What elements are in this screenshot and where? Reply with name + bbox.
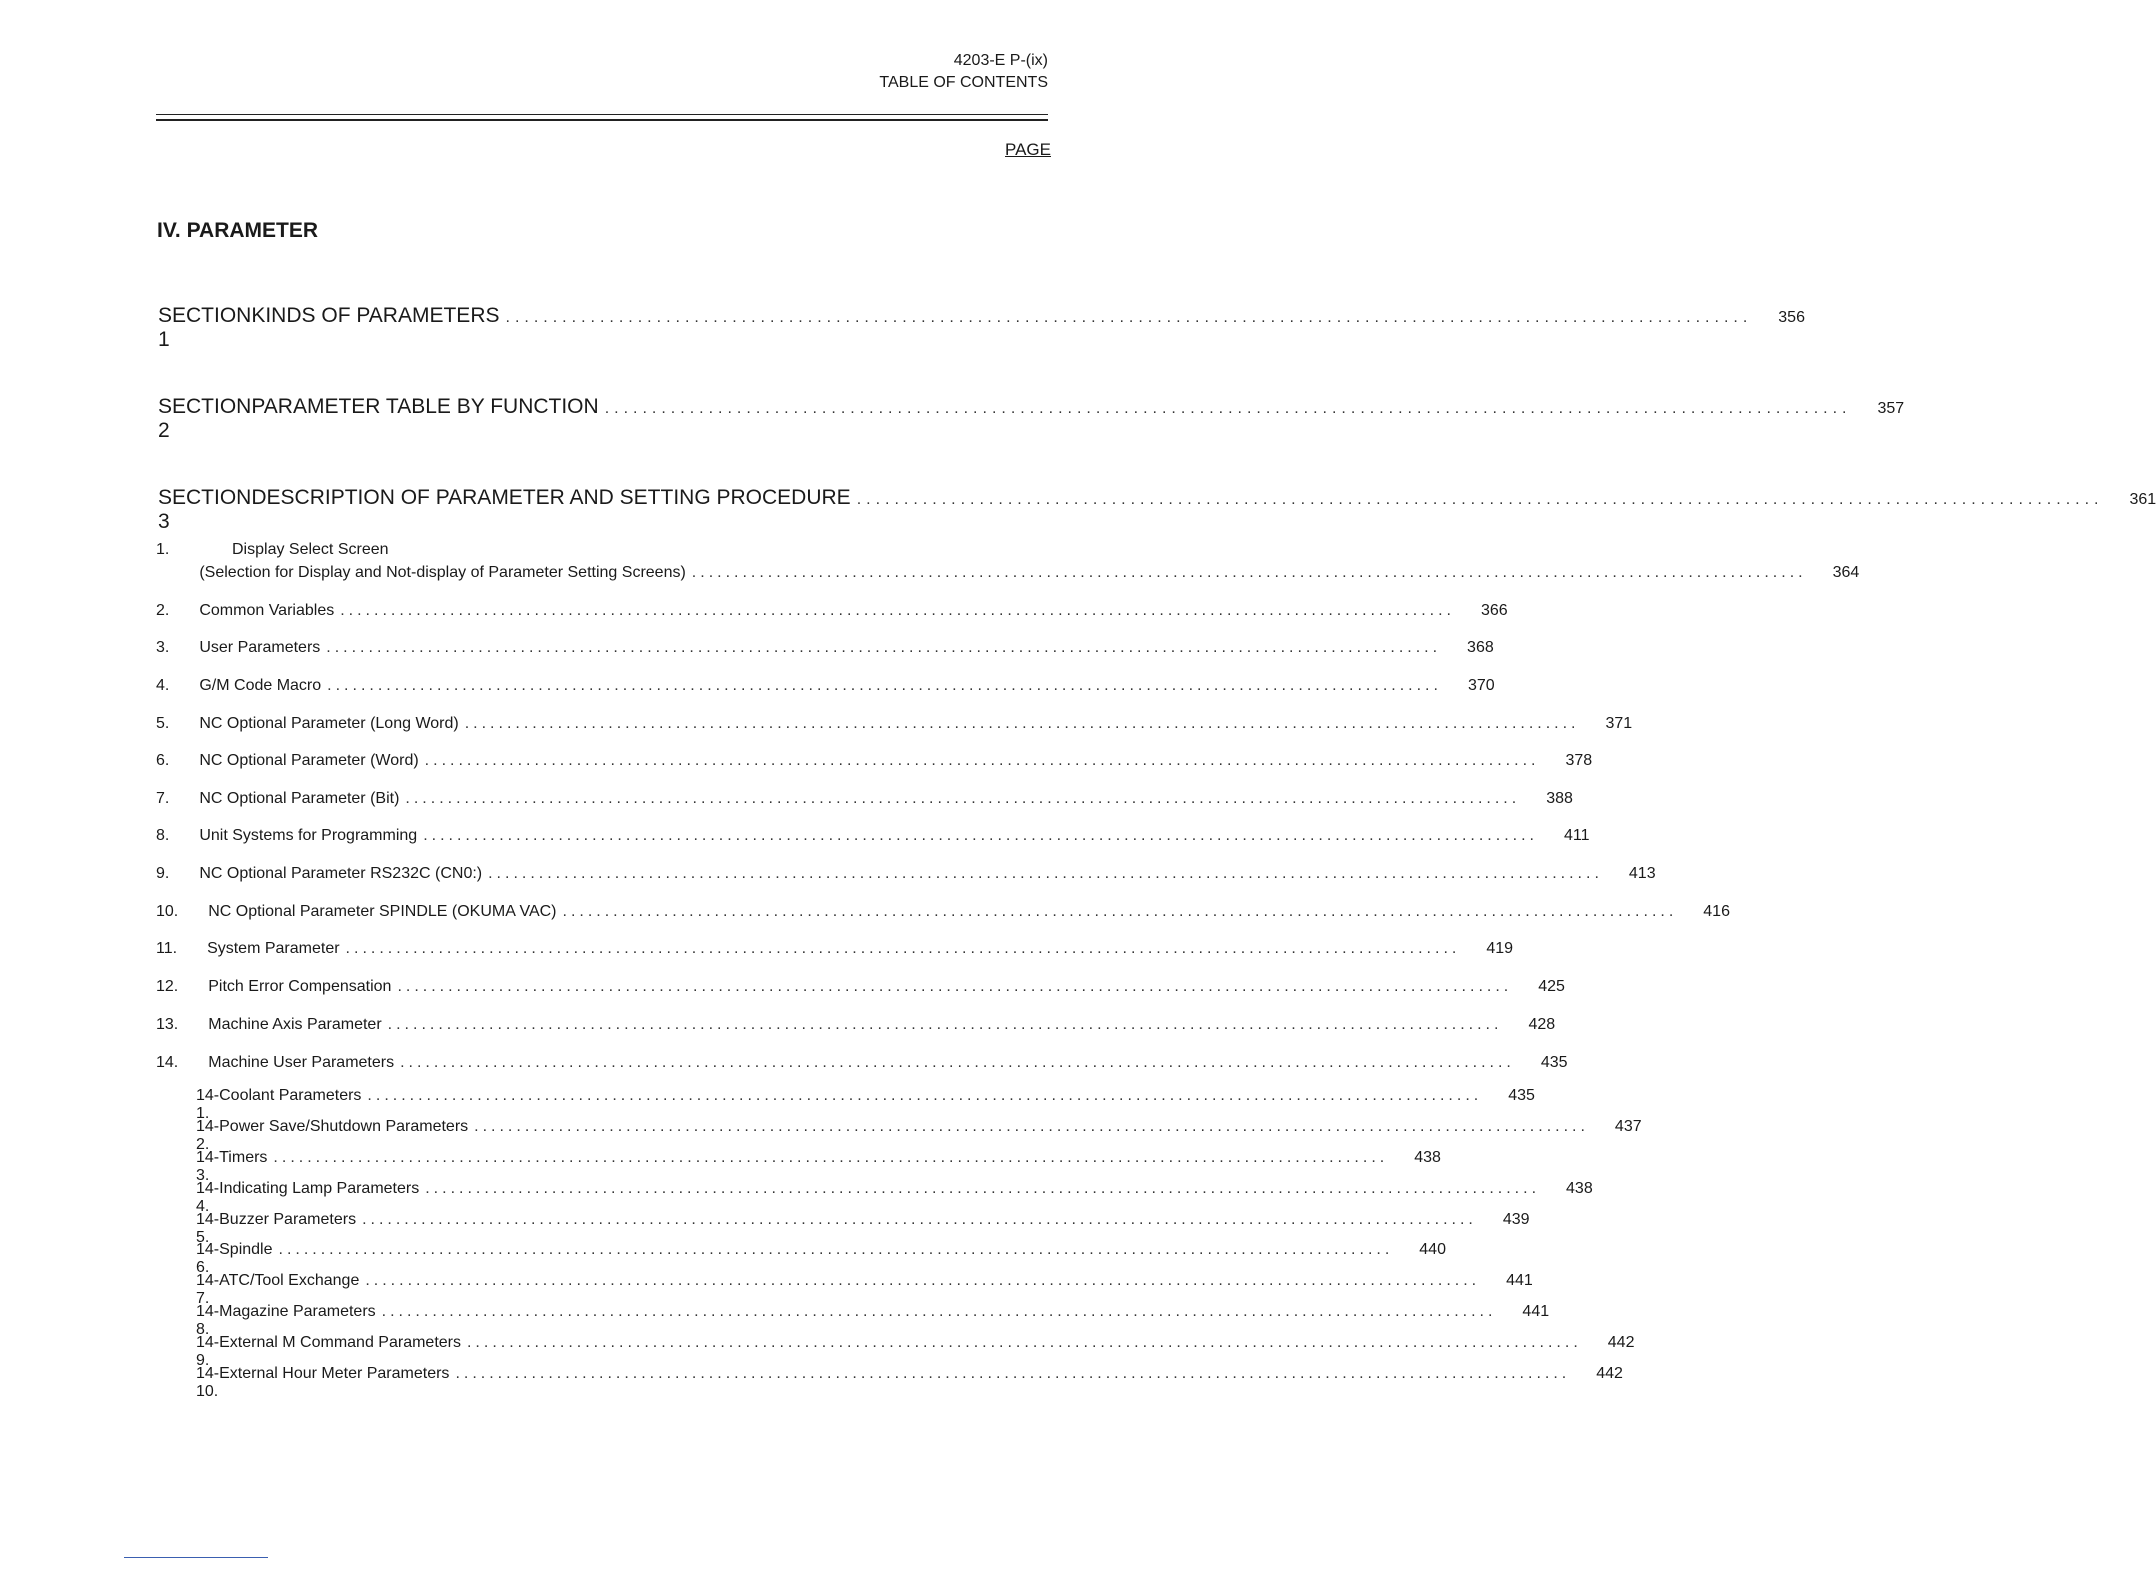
toc-section[interactable]	[0, 395, 1905, 443]
item-title: Common Variables	[199, 602, 335, 619]
page-number: 425	[1538, 978, 1565, 995]
page-number: 366	[1481, 602, 1508, 619]
header-title: TABLE OF CONTENTS	[879, 74, 1048, 91]
item-title: User Parameters	[199, 639, 321, 656]
item-number: 4.	[156, 677, 170, 694]
page-number: 370	[1467, 677, 1495, 694]
dot-leader: ....................................................................................................................................	[345, 940, 1461, 957]
item-number: 6.	[156, 752, 170, 769]
dot-leader: ....................................................................................................................................	[273, 1149, 1389, 1166]
dot-leader: ....................................................................................................................................	[340, 602, 1455, 619]
item-number: 3.	[156, 639, 170, 656]
toc-item[interactable]	[0, 677, 1495, 695]
subitem-number: 14-7.	[196, 1272, 220, 1307]
item-number: 5.	[156, 715, 170, 732]
subitem-title: External Hour Meter Parameters	[219, 1365, 450, 1382]
subitem-number: 14-2.	[196, 1118, 220, 1153]
subitem-title: External M Command Parameters	[219, 1334, 461, 1351]
dot-leader: ....................................................................................................................................	[856, 491, 2104, 508]
page-number: 371	[1605, 715, 1633, 732]
page-number: 440	[1419, 1241, 1446, 1258]
item-title: Unit Systems for Programming	[199, 827, 418, 844]
page-number: 438	[1414, 1149, 1441, 1166]
dot-leader: ....................................................................................................................................	[423, 827, 1538, 844]
dot-leader: ....................................................................................................................................	[424, 752, 1540, 769]
page-number: 428	[1528, 1016, 1556, 1033]
page-number: 364	[1832, 564, 1860, 581]
item-number: 9.	[156, 865, 170, 882]
item-title: Machine Axis Parameter	[208, 1016, 382, 1033]
dot-leader: ....................................................................................................................................	[425, 1180, 1541, 1197]
page-number: 435	[1508, 1087, 1535, 1104]
item-title: NC Optional Parameter (Word)	[199, 752, 419, 769]
dot-leader: ....................................................................................................................................	[405, 790, 1521, 807]
page-number: 388	[1546, 790, 1573, 807]
toc-item[interactable]	[0, 903, 1730, 921]
item-title: NC Optional Parameter (Bit)	[199, 790, 400, 807]
section-number: SECTION 2	[158, 395, 252, 442]
header-rule-double	[156, 119, 1048, 121]
item-number: 7.	[156, 790, 170, 807]
section-number: SECTION 3	[158, 486, 252, 533]
item-number: 10.	[156, 903, 179, 920]
subitem-number: 14-3.	[196, 1149, 220, 1184]
dot-leader: ....................................................................................................................................	[367, 1087, 1483, 1104]
page-number: 441	[1522, 1303, 1550, 1320]
toc-item[interactable]	[0, 715, 1633, 733]
dot-leader: ....................................................................................................................................	[455, 1365, 1571, 1382]
toc-item[interactable]	[0, 865, 1656, 883]
subitem-title: ATC/Tool Exchange	[219, 1272, 360, 1289]
toc-section[interactable]	[0, 486, 2156, 534]
subitem-number: 14-10.	[196, 1365, 220, 1400]
dot-leader: ....................................................................................................................................	[505, 309, 1753, 326]
dot-leader: ....................................................................................................................................	[464, 715, 1580, 732]
section-number: SECTION 1	[158, 304, 252, 351]
toc-item[interactable]	[0, 978, 1565, 996]
subitem-title: Magazine Parameters	[219, 1303, 376, 1320]
dot-leader: ....................................................................................................................................	[365, 1272, 1481, 1289]
item-number: 13.	[156, 1016, 179, 1033]
dot-leader: ....................................................................................................................................	[278, 1241, 1394, 1258]
subitem-number: 14-4.	[196, 1180, 220, 1215]
page-number: 416	[1703, 903, 1730, 920]
page-number: 435	[1540, 1054, 1568, 1071]
page-number: 442	[1596, 1365, 1623, 1382]
subitem-title: Spindle	[219, 1241, 273, 1258]
subitem-number: 14-9.	[196, 1334, 220, 1369]
item-number: 8.	[156, 827, 170, 844]
page-number: 361	[2129, 491, 2156, 508]
dot-leader: ....................................................................................................................................	[604, 400, 1852, 417]
toc-item[interactable]	[0, 790, 1573, 808]
page-number: 437	[1614, 1118, 1642, 1135]
page-number: 442	[1607, 1334, 1635, 1351]
item-title: (Selection for Display and Not-display of Parameter Setting Screens)	[199, 564, 686, 581]
toc-subitem[interactable]	[0, 1365, 1623, 1401]
dot-leader: ....................................................................................................................................	[362, 1211, 1477, 1228]
subitem-number: 14-6.	[196, 1241, 220, 1276]
page-number: 357	[1877, 400, 1905, 417]
page-column-label: PAGE	[1005, 140, 1051, 159]
dot-leader: ....................................................................................................................................	[397, 978, 1513, 995]
page-number: 413	[1628, 865, 1656, 882]
item-number: 2.	[156, 602, 170, 619]
item-title: Pitch Error Compensation	[208, 978, 392, 995]
dot-leader: ....................................................................................................................................	[474, 1118, 1589, 1135]
item-title: G/M Code Macro	[199, 677, 322, 694]
toc-item-title-line1: Display Select Screen	[232, 541, 389, 558]
item-title: NC Optional Parameter (Long Word)	[199, 715, 459, 732]
section-title: PARAMETER TABLE BY FUNCTION	[251, 395, 599, 418]
section-title: KINDS OF PARAMETERS	[251, 304, 500, 327]
dot-leader: ....................................................................................................................................	[562, 903, 1678, 920]
toc-item[interactable]	[0, 639, 1494, 657]
dot-leader: ....................................................................................................................................	[400, 1054, 1515, 1071]
item-number: 12.	[156, 978, 179, 995]
header-rule	[156, 114, 1048, 115]
item-title: Machine User Parameters	[208, 1054, 395, 1071]
footer-rule	[124, 1557, 268, 1558]
item-number: 14.	[156, 1054, 179, 1071]
dot-leader: ....................................................................................................................................	[691, 564, 1807, 581]
subitem-title: Timers	[219, 1149, 268, 1166]
subitem-number: 14-5.	[196, 1211, 220, 1246]
page-number: 378	[1565, 752, 1593, 769]
document-code: 4203-E P-(ix)	[953, 52, 1048, 69]
dot-leader: ....................................................................................................................................	[381, 1303, 1497, 1320]
item-number: 1.	[156, 541, 170, 558]
section-title: DESCRIPTION OF PARAMETER AND SETTING PROCEDURE	[251, 486, 851, 509]
toc-item[interactable]	[0, 752, 1593, 770]
toc-item[interactable]	[0, 602, 1508, 620]
dot-leader: ....................................................................................................................................	[387, 1016, 1503, 1033]
page-number: 439	[1502, 1211, 1530, 1228]
page-number: 411	[1563, 827, 1590, 844]
subitem-title: Coolant Parameters	[219, 1087, 362, 1104]
dot-leader: ....................................................................................................................................	[488, 865, 1603, 882]
subitem-title: Power Save/Shutdown Parameters	[219, 1118, 469, 1135]
subitem-title: Buzzer Parameters	[219, 1211, 357, 1228]
dot-leader: ....................................................................................................................................	[327, 677, 1442, 694]
dot-leader: ....................................................................................................................................	[326, 639, 1442, 656]
subitem-number: 14-8.	[196, 1303, 220, 1338]
page-number: 441	[1506, 1272, 1533, 1289]
toc-item[interactable]	[0, 1054, 1568, 1072]
item-number: 11.	[156, 940, 178, 957]
page-number: 419	[1486, 940, 1514, 957]
page-number: 368	[1467, 639, 1494, 656]
toc-section[interactable]	[0, 304, 1805, 352]
toc-item[interactable]	[0, 1016, 1556, 1034]
item-title: System Parameter	[207, 940, 340, 957]
subitem-title: Indicating Lamp Parameters	[219, 1180, 420, 1197]
dot-leader: ....................................................................................................................................	[466, 1334, 1582, 1351]
subitem-number: 14-1.	[196, 1087, 220, 1122]
page-number: 356	[1778, 309, 1805, 326]
part-title: IV. PARAMETER	[157, 219, 319, 242]
toc-item[interactable]	[0, 827, 1590, 845]
item-title: NC Optional Parameter SPINDLE (OKUMA VAC)	[208, 903, 557, 920]
toc-item[interactable]	[0, 940, 1514, 958]
item-title: NC Optional Parameter RS232C (CN0:)	[199, 865, 483, 882]
page-number: 438	[1566, 1180, 1593, 1197]
